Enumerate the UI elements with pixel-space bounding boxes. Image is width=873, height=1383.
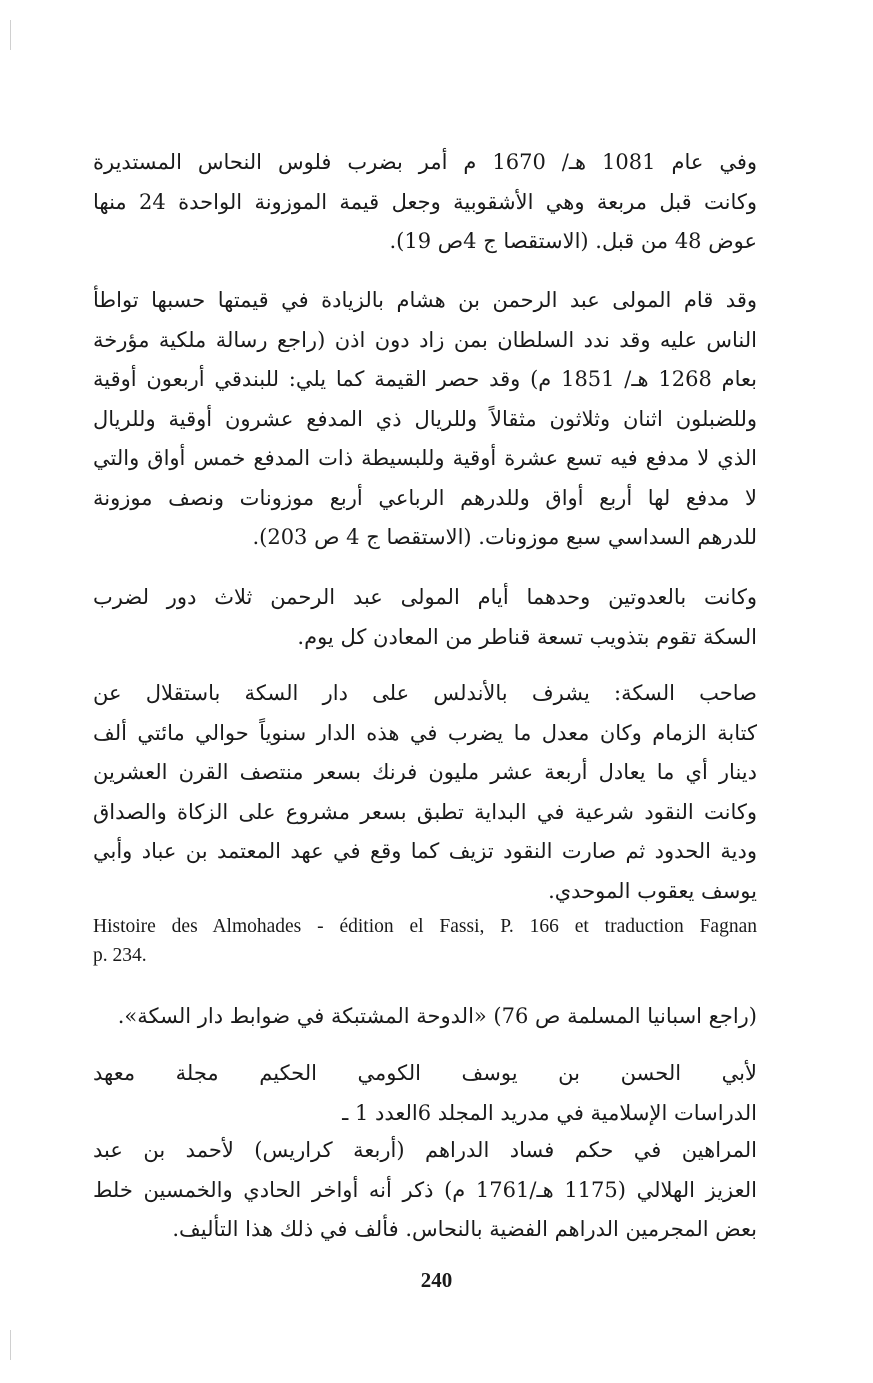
text-line: كتابة الزمام وكان معدل ما يضرب في هذه الدار سنوياً حوالي مائتي ألف [93,720,757,745]
text-line: وكانت بالعدوتين وحدهما أيام المولى عبد الرحمن ثلاث دور لضرب [93,585,757,609]
text-line: دينار أي ما يعادل أربعة عشر مليون فرنك بسعر منتصف القرن العشرين [93,760,757,784]
paragraph-mint-master [93,674,757,911]
text-line: وقد قام المولى عبد الرحمن بن هشام بالزيادة في قيمتها حسبها تواطأ [93,288,757,312]
reference-line: p. 234. [93,945,147,966]
text-line: بعام 1268 هـ/ 1851 م) وقد حصر القيمة كما يلي: للبندقي أربعون أوقية [93,367,757,391]
paragraph-value-increase [93,281,757,558]
text-line: وللضبلون اثنان وثلاثون مثقالاً وللريال ذي المدفع عشرون أوقية وللريال [93,406,757,431]
paragraph-copper-coins [93,143,757,262]
text-line: لا مدفع لها أربع أواق وللدرهم الرباعي أربع موزونات ونصف موزونة [93,485,757,510]
text-line: صاحب السكة: يشرف بالأندلس على دار السكة باستقلال عن [93,681,757,705]
text-line: وكانت قبل مربعة وهي الأشقوبية وجعل قيمة الموزونة الواحدة 24 منها [93,189,757,214]
text-line: بعض المجرمين الدراهم الفضية بالنحاس. فألف في ذلك هذا التأليف. [172,1217,757,1241]
page-number: 240 [420,1268,453,1292]
paragraph-reference-kumi [93,1054,757,1133]
paragraph-reference-spain [93,997,757,1037]
text-line: (راجع اسبانيا المسلمة ص 76) «الدوحة المشتبكة في ضوابط دار السكة». [117,1004,757,1028]
text-line: الدراسات الإسلامية في مدريد المجلد 6العدد 1 ـ [342,1100,757,1125]
paragraph-mints [93,578,757,657]
text-line: يوسف يعقوب الموحدي. [548,878,757,903]
text-line: للدرهم السداسي سبع موزونات. (الاستقصا ج 4 ص 203). [252,525,757,549]
text-line: العزيز الهلالي (1175 هـ/1761 م) ذكر أنه أواخر الحادي والخمسين خلط [93,1177,757,1202]
text-line: المراهين في حكم فساد الدراهم (أربعة كراريس) لأحمد بن عبد [93,1138,757,1162]
text-line: وفي عام 1081 هـ/ 1670 م أمر بضرب فلوس النحاس المستديرة [93,150,757,174]
latin-reference [93,912,757,970]
text-line: الناس عليه وقد ندد السلطان بمن زاد دون اذن (راجع رسالة ملكية مؤرخة [93,327,757,352]
text-line: وكانت النقود شرعية في البداية تطبق بسعر مشروع على الزكاة والصداق [93,799,757,824]
scan-edge-mark [10,1330,11,1360]
text-line: الذي لا مدفع فيه تسع عشرة أوقية وللبسيطة ذات المدفع خمس أواق والتي [93,446,757,470]
scan-edge-mark [10,20,11,50]
reference-line: Histoire des Almohades - édition el Fassi, P. 166 et traduction Fagnan [93,916,757,937]
text-line: لأبي الحسن بن يوسف الكومي الحكيم مجلة معهد [93,1061,757,1085]
text-line: عوض 48 من قبل. (الاستقصا ج 4ص 19). [389,229,757,253]
paragraph-reference-hilali [93,1131,757,1250]
text-line: السكة تقوم بتذويب تسعة قناطر من المعادن كل يوم. [297,624,757,649]
text-line: ودية الحدود ثم صارت النقود تزيف كما وقع في عهد المعتمد بن عباد وأبي [93,839,757,863]
